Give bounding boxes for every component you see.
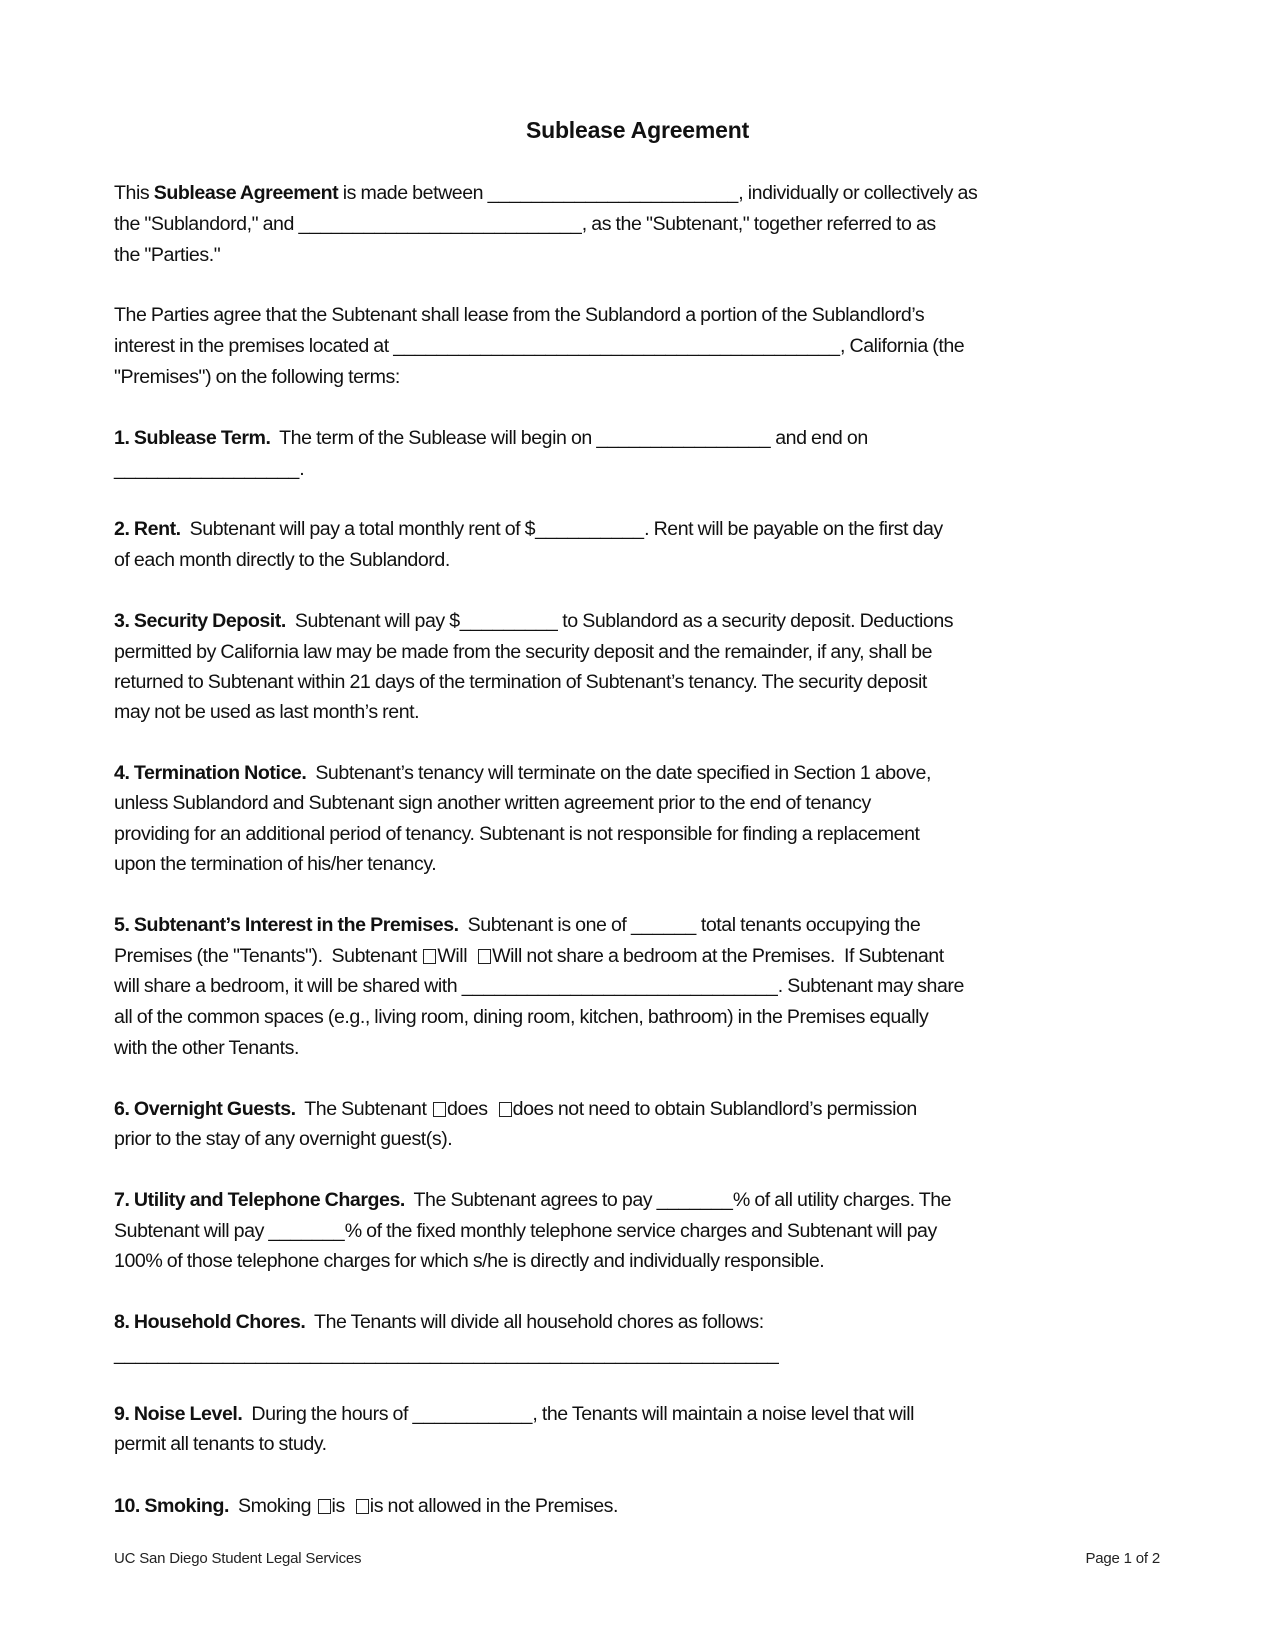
section-3-line-3: returned to Subtenant within 21 days of the termination of Subtenant’s tenancy. The security deposit [114, 671, 927, 693]
intro-bold-term: Sublease Agreement [153, 182, 339, 204]
telephone-percent-blank[interactable]: _______ [268, 1220, 345, 1242]
premises-line-1: The Parties agree that the Subtenant shall lease from the Sublandord a portion of the Sublandlord’s [114, 304, 925, 326]
section-text: and end on [770, 427, 868, 449]
intro-text: , individually or collectively as [738, 182, 978, 204]
section-text: During the hours of [242, 1403, 413, 1425]
section-5-line-4: all of the common spaces (e.g., living room, dining room, kitchen, bathroom) in the Premises equally [114, 1006, 929, 1028]
section-7-heading: 7. Utility and Telephone Charges. [114, 1189, 405, 1211]
section-4-line-4: upon the termination of his/her tenancy. [114, 853, 437, 875]
document-title: Sublease Agreement [525, 117, 750, 143]
section-1-line-1 [114, 423, 1174, 453]
section-text: The Tenants will divide all household chores as follows: [305, 1311, 764, 1333]
intro-line-2 [114, 209, 1174, 239]
smoking-is-checkbox[interactable] [318, 1499, 331, 1514]
section-2-line-1 [114, 514, 1174, 544]
section-7-line-1 [114, 1185, 1174, 1215]
section-text: . [299, 458, 305, 480]
section-text: Subtenant will pay [114, 1220, 269, 1242]
quiet-hours-blank[interactable]: ___________ [412, 1403, 533, 1425]
section-text: Subtenant’s tenancy will terminate on the date specified in Section 1 above, [306, 762, 931, 784]
section-text: Subtenant is one of [458, 914, 631, 936]
bedroom-shared-with-blank[interactable]: _____________________________ [461, 975, 778, 997]
section-text: % of all utility charges. The [732, 1189, 952, 1211]
will-not-share-checkbox[interactable] [478, 949, 491, 964]
premises-address-blank[interactable]: _________________________________________ [393, 335, 841, 357]
footer-page-number: Page 1 of 2 [1085, 1550, 1160, 1567]
section-text: to Sublandord as a security deposit. Deductions [557, 610, 954, 632]
section-text: . Subtenant may share [777, 975, 964, 997]
section-3-line-2: permitted by California law may be made from the security deposit and the remainder, if any, shall be [114, 641, 933, 663]
section-text: The Subtenant [295, 1098, 431, 1120]
premises-line-3: "Premises") on the following terms: [114, 366, 400, 388]
premises-line-2 [114, 331, 1174, 361]
section-7-line-3: 100% of those telephone charges for which s/he is directly and individually responsible. [114, 1250, 825, 1272]
section-5-line-2 [114, 941, 1174, 971]
section-6-heading: 6. Overnight Guests. [114, 1098, 296, 1120]
section-3-heading: 3. Security Deposit. [114, 610, 286, 632]
section-4-line-1 [114, 758, 1174, 788]
section-4-line-2: unless Sublandord and Subtenant sign another written agreement prior to the end of tenancy [114, 792, 871, 814]
intro-line-3: the "Parties." [114, 244, 221, 266]
section-2-line-2: of each month directly to the Sublandord. [114, 549, 450, 571]
section-5-heading: 5. Subtenant’s Interest in the Premises. [114, 914, 459, 936]
section-10-heading: 10. Smoking. [114, 1495, 229, 1517]
security-deposit-blank[interactable]: _________ [459, 610, 558, 632]
section-10-line-1 [114, 1491, 1174, 1521]
intro-line-1 [114, 178, 1174, 208]
intro-text: This [114, 182, 154, 204]
section-text: Premises (the "Tenants"). Subtenant [114, 945, 422, 967]
section-7-line-2 [114, 1216, 1174, 1246]
footer-organization: UC San Diego Student Legal Services [114, 1550, 362, 1567]
guests-does-not-label: does not need to obtain Sublandlord’s permission [512, 1098, 917, 1120]
section-text: total tenants occupying the [696, 914, 921, 936]
section-text: % of the fixed monthly telephone service charges and Subtenant will pay [344, 1220, 937, 1242]
premises-text: , California (the [840, 335, 965, 357]
utility-percent-blank[interactable]: _______ [656, 1189, 733, 1211]
section-8-line-2 [114, 1339, 1174, 1369]
will-not-share-label: Will not share a bedroom at the Premises. If Subtenant [492, 945, 944, 967]
section-3-line-1 [114, 606, 1174, 636]
section-6-line-2: prior to the stay of any overnight guest(s). [114, 1128, 453, 1150]
section-4-line-3: providing for an additional period of tenancy. Subtenant is not responsible for finding a replacement [114, 823, 920, 845]
intro-text: is made between [338, 182, 488, 204]
section-5-line-3 [114, 971, 1174, 1001]
premises-text: interest in the premises located at [114, 335, 394, 357]
section-9-line-1 [114, 1399, 1174, 1429]
total-tenants-blank[interactable]: ______ [630, 914, 697, 936]
guests-does-label: does [446, 1098, 497, 1120]
section-text: Subtenant will pay $ [285, 610, 460, 632]
section-5-line-5: with the other Tenants. [114, 1037, 299, 1059]
section-text: The term of the Sublease will begin on [270, 427, 597, 449]
will-share-label: Will [437, 945, 477, 967]
section-8-line-1 [114, 1307, 1174, 1337]
section-9-line-2: permit all tenants to study. [114, 1433, 327, 1455]
section-1-line-2 [114, 454, 1174, 484]
section-1-heading: 1. Sublease Term. [114, 427, 271, 449]
guests-does-checkbox[interactable] [433, 1102, 446, 1117]
section-4-heading: 4. Termination Notice. [114, 762, 307, 784]
smoking-is-label: is [331, 1495, 354, 1517]
chores-division-blank[interactable]: _____________________________________________________________ [114, 1343, 779, 1365]
section-6-line-1 [114, 1094, 1174, 1124]
will-share-checkbox[interactable] [423, 949, 436, 964]
section-2-heading: 2. Rent. [114, 518, 181, 540]
section-text: , the Tenants will maintain a noise level that will [532, 1403, 915, 1425]
intro-text: the "Sublandord," and [114, 213, 299, 235]
term-end-date-blank[interactable]: _________________ [114, 458, 300, 480]
smoking-is-not-checkbox[interactable] [356, 1499, 369, 1514]
term-start-date-blank[interactable]: ________________ [596, 427, 771, 449]
sublandlord-name-blank[interactable]: _______________________ [487, 182, 739, 204]
guests-does-not-checkbox[interactable] [499, 1102, 512, 1117]
intro-text: , as the "Subtenant," together referred to as [581, 213, 936, 235]
section-text: Smoking [228, 1495, 316, 1517]
smoking-is-not-label: is not allowed in the Premises. [369, 1495, 618, 1517]
section-text: The Subtenant agrees to pay [404, 1189, 657, 1211]
section-text: will share a bedroom, it will be shared with [114, 975, 462, 997]
subtenant-name-blank[interactable]: __________________________ [298, 213, 582, 235]
section-text: Subtenant will pay a total monthly rent of $ [180, 518, 536, 540]
section-3-line-4: may not be used as last month’s rent. [114, 701, 420, 723]
section-8-heading: 8. Household Chores. [114, 1311, 306, 1333]
section-5-line-1 [114, 910, 1174, 940]
section-text: . Rent will be payable on the first day [644, 518, 943, 540]
section-9-heading: 9. Noise Level. [114, 1403, 243, 1425]
monthly-rent-blank[interactable]: __________ [535, 518, 645, 540]
